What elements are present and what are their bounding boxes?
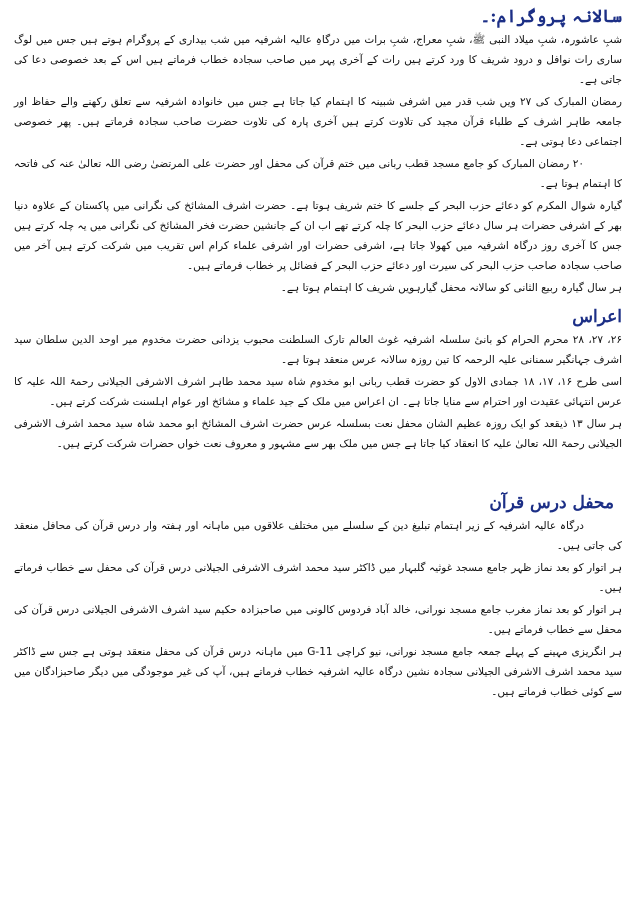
section-annual-program [14, 6, 622, 298]
section-dars-quran [14, 492, 622, 702]
paragraph: ہر انگریزی مہینے کے پہلے جمعہ جامع مسجد نورانی، نیو کراچی G-11 میں ماہانہ درس قرآن کی محفل منعقد ہوتی ہے جس سے ڈاکٹر سید محمد اشرف الاشرفی الجیلانی سجادہ نشین درگاہ عالیہ اشرفیہ خطاب فرماتے ہیں، آپ کی غیر موجودگی میں دیگر صاحبزادگان میں سے کوئی خطاب فرماتے ہیں۔ [14, 646, 622, 698]
section-urs [14, 306, 622, 454]
paragraph: ہر سال ۱۳ ذیقعد کو ایک روزہ عظیم الشان محفل نعت بسلسلہ عرس حضرت اشرف المشائخ ابو محمد شاہ سید محمد اشرف الاشرفی الجیلانی رحمۃ اللہ تعالیٰ علیہ کا انعقاد کیا جاتا ہے جس میں ملک بھر سے مشہور و معروف نعت خواں حضرات شرکت کرتے ہیں۔ [14, 418, 622, 450]
paragraph: ہر اتوار کو بعد نماز مغرب جامع مسجد نورانی، خالد آباد فردوس کالونی میں صاحبزادہ حکیم سید اشرف الاشرفی الجیلانی درس قرآن کی محفل سے خطاب فرماتے ہیں۔ [14, 604, 622, 636]
paragraph: ۲۶، ۲۷، ۲۸ محرم الحرام کو بانیٔ سلسلہ اشرفیہ غوث العالم تارک السلطنت محبوب یزدانی حضرت مخدوم میر اوحد الدین سلطان سید اشرف جہانگیر سمنانی علیہ الرحمہ کا تین روزہ سالانہ عرس منعقد ہوتا ہے۔ [14, 334, 622, 366]
paragraph: شبِ عاشورہ، شبِ میلاد النبی ﷺ، شبِ معراج، شبِ برات میں درگاہِ عالیہ اشرفیہ میں شب بیداری کے پروگرام ہوتے ہیں جس میں لوگ ساری رات نوافل و درود شریف کا ورد کرتے ہیں رات کے آخری پہر میں صاحب سجادہ خطاب فرماتے ہیں اس کے بعد خصوصی دعا کی جاتی ہے۔ [14, 34, 622, 86]
section-heading: سالانہ پروگرام:۔ [480, 7, 622, 27]
paragraph: ہر اتوار کو بعد نماز ظہر جامع مسجد غوثیہ گلبہار میں ڈاکٹر سید محمد اشرف الاشرفی الجیلانی درس قرآن کی محفل سے خطاب فرماتے ہیں۔ [14, 562, 622, 594]
section-heading: محفل درس قرآن [489, 493, 614, 513]
paragraph: ۲۰ رمضان المبارک کو جامع مسجد قطب ربانی میں ختم قرآن کی محفل اور حضرت علی المرتضیٰ رضی اللہ تعالیٰ عنہ کی فاتحہ کا اہتمام ہوتا ہے۔ [14, 158, 622, 190]
section-heading: اعراس [572, 307, 622, 327]
paragraph: درگاہ عالیہ اشرفیہ کے زیر اہتمام تبلیغ دین کے سلسلے میں مختلف علاقوں میں ماہانہ اور ہفتہ وار درس قرآن کی محافل منعقد کی جاتی ہیں۔ [14, 520, 622, 552]
paragraph: اسی طرح ۱۶، ۱۷، ۱۸ جمادی الاول کو حضرت قطب ربانی ابو مخدوم شاہ سید محمد طاہر اشرف الاشرفی الجیلانی رحمۃ اللہ علیہ کا عرس انتہائی عقیدت اور احترام سے منایا جاتا ہے۔ ان اعراس میں ملک کے جید علماء و مشائخ اور عوام اہلسنت شرکت کرتے ہیں۔ [14, 376, 622, 408]
paragraph: رمضان المبارک کی ۲۷ ویں شب قدر میں اشرفی شبینہ کا اہتمام کیا جاتا ہے جس میں خانوادہ اشرفیہ سے تعلق رکھنے والے حفاظ اور جامعہ طاہر اشرف کے طلباء قرآن مجید کی تلاوت کرتے ہیں آخری پارہ کی تلاوت حضرت صاحب سجادہ فرماتے ہیں۔ پھر خصوصی اجتماعی دعا ہوتی ہے۔ [14, 96, 622, 148]
paragraph: گیارہ شوال المکرم کو دعائے حزب البحر کے جلسے کا ختم شریف ہوتا ہے۔ حضرت اشرف المشائخ کی نگرانی میں پاکستان کے علاوہ دنیا بھر کے اشرفی حضرات ہر سال دعائے حزب البحر کا چلہ کرتے تھے اب ان کے جانشین حضرت فخر المشائخ کی نگرانی میں یہ چلہ کرتے ہیں جس کا آخری روز درگاہ اشرفیہ میں کھولا جاتا ہے، اشرفی حضرات اور اشرفی علماء کرام اس تقریب میں شرکت کرتے ہیں آخر میں صاحب سجادہ صاحب حزب البحر کی سیرت اور دعائے حزب البحر کے فضائل پر خطاب فرماتے ہیں۔ [14, 200, 622, 272]
paragraph: ہر سال گیارہ ربیع الثانی کو سالانہ محفل گیارہویں شریف کا اہتمام ہوتا ہے۔ [280, 282, 622, 294]
